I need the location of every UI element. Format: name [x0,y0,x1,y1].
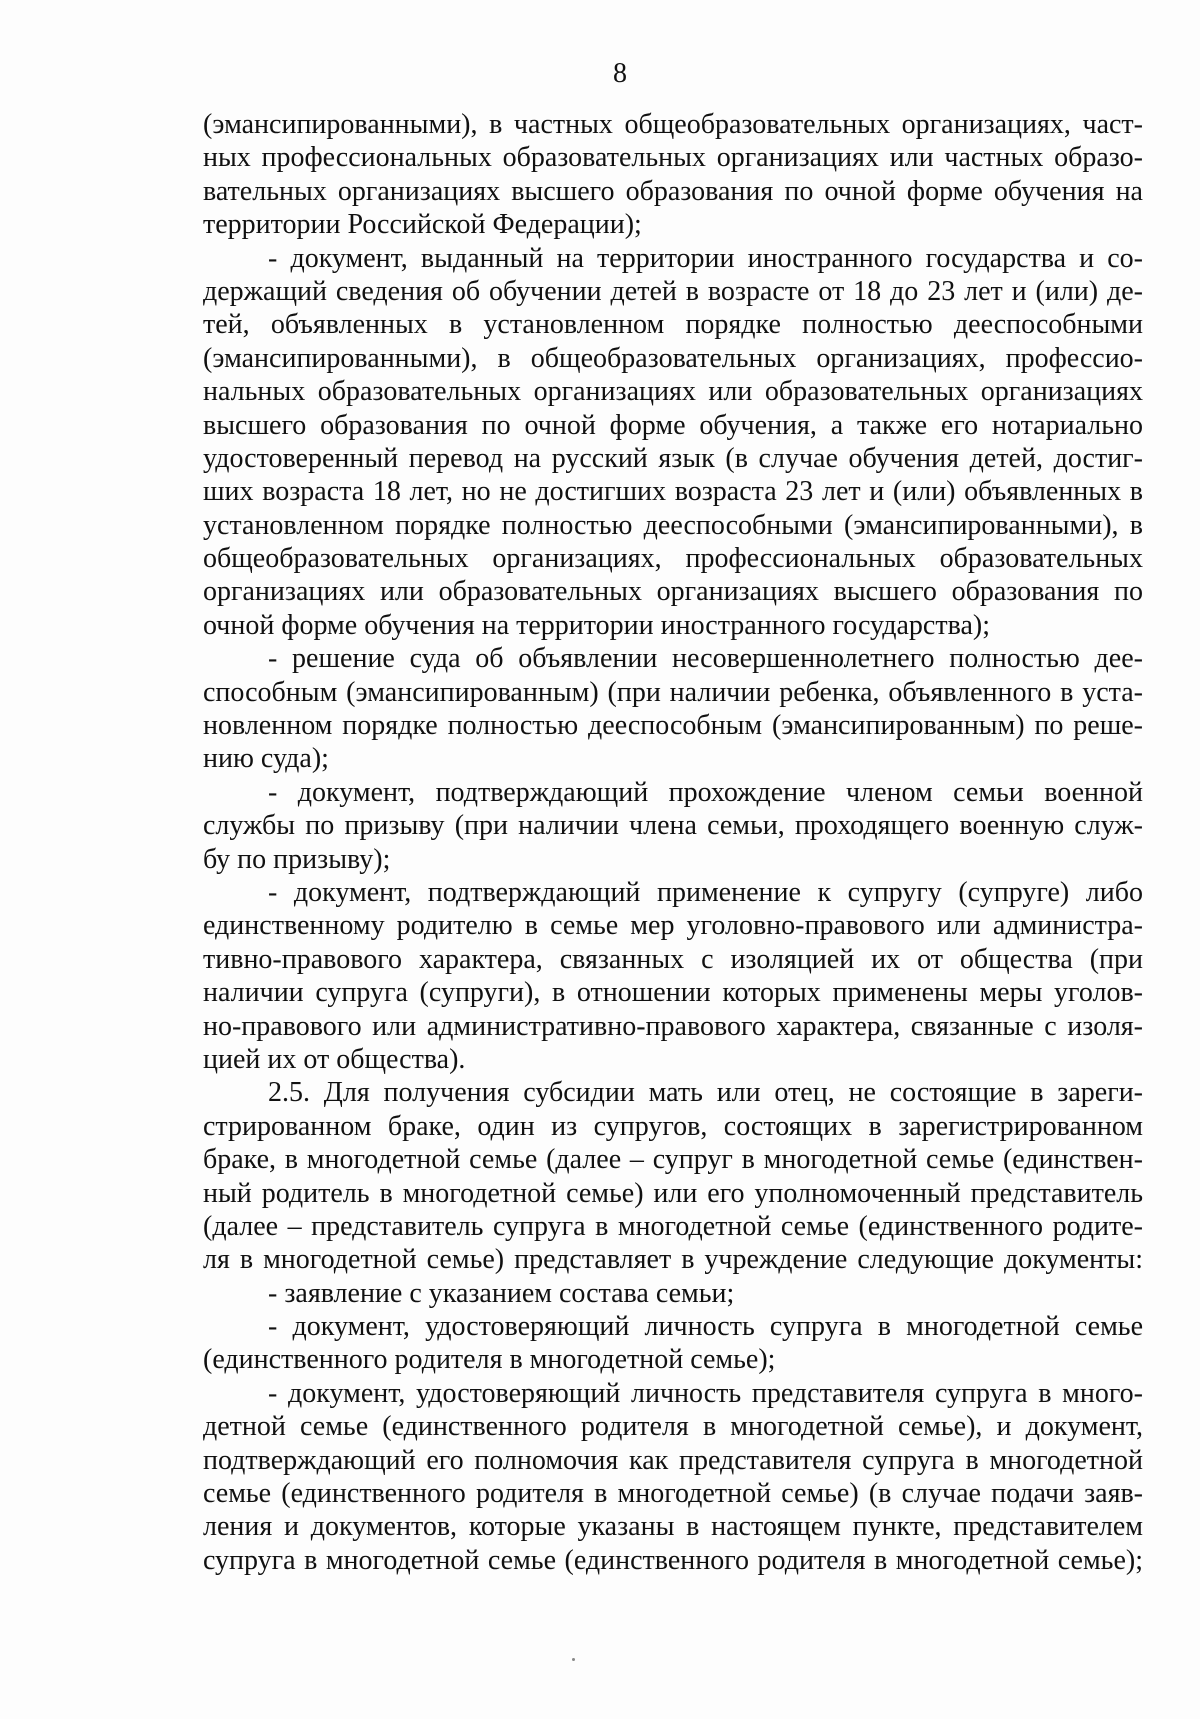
text-line: тей, объявленных в установленном порядке полностью дееспособными [203,309,1143,341]
document-body [203,108,1143,1577]
text-line: (эмансипированными), в частных общеобразовательных организациях, част- [203,109,1143,140]
text-line: стрированном браке, один из супругов, состоящих в зарегистрированном [203,1110,1143,1142]
text-line: вательных организациях высшего образования по очной форме обучения на [203,175,1143,207]
text-line: организациях или образовательных организациях высшего образования по [203,576,1143,608]
text-line: нию суда); [203,743,329,775]
text-line: - решение суда об объявлении несовершеннолетнего полностью дее- [268,643,1143,675]
text-line: тивно-правового характера, связанных с изоляцией их от общества (при [203,943,1143,975]
text-line: очной форме обучения на территории иностранного государства); [203,609,990,641]
text-line: единственному родителю в семье мер уголовно-правового или администра- [203,910,1143,942]
text-line: цией их от общества). [203,1043,466,1075]
text-line: ления и документов, которые указаны в настоящем пункте, представителем [203,1511,1143,1543]
text-line: детной семье (единственного родителя в многодетной семье), и документ, [203,1411,1143,1443]
text-line: общеобразовательных организациях, профессиональных образовательных [203,543,1143,575]
text-line: новленном порядке полностью дееспособным (эмансипированным) по реше- [203,710,1143,742]
text-line: нальных образовательных организациях или образовательных организациях [203,376,1143,408]
text-line: - документ, подтверждающий прохождение членом семьи военной [268,776,1143,808]
text-line: удостоверенный перевод на русский язык (в случае обучения детей, достиг- [203,442,1143,474]
text-line: семье (единственного родителя в многодетной семье) (в случае подачи заяв- [203,1478,1143,1510]
text-line: - документ, выданный на территории иностранного государства и со- [268,242,1143,274]
text-line: - документ, подтверждающий применение к супругу (супруге) либо [268,876,1143,908]
text-line: браке, в многодетной семье (далее – супруг в многодетной семье (единствен- [203,1144,1143,1176]
text-line: территории Российской Федерации); [203,209,642,241]
page-number: 8 [613,58,627,89]
scan-speck [572,1658,575,1661]
text-line: установленном порядке полностью дееспособными (эмансипированными), в [203,509,1143,541]
text-line: супруга в многодетной семье (единственного родителя в многодетной семье); [203,1544,1143,1576]
text-line: ших возраста 18 лет, но не достигших возраста 23 лет и (или) объявленных в [203,476,1143,508]
text-line: способным (эмансипированным) (при наличии ребенка, объявленного в уста- [203,676,1143,708]
text-line: ля в многодетной семье) представляет в учреждение следующие документы: [203,1244,1143,1276]
text-line: держащий сведения об обучении детей в возрасте от 18 до 23 лет и (или) де- [203,275,1143,307]
text-line: - документ, удостоверяющий личность представителя супруга в много- [268,1377,1143,1409]
text-line: ный родитель в многодетной семье) или его уполномоченный представитель [203,1177,1143,1209]
text-line: 2.5. Для получения субсидии мать или отец, не состоящие в зареги- [268,1077,1143,1109]
text-line: (эмансипированными), в общеобразовательных организациях, профессио- [203,342,1143,374]
text-line: (единственного родителя в многодетной семье); [203,1344,776,1376]
text-line: высшего образования по очной форме обучения, а также его нотариально [203,409,1143,441]
text-line: бу по призыву); [203,843,391,875]
text-line: службы по призыву (при наличии члена семьи, проходящего военную служ- [203,810,1143,842]
text-line: - заявление с указанием состава семьи; [268,1277,735,1309]
text-line: подтверждающий его полномочия как представителя супруга в многодетной [203,1444,1143,1476]
text-line: (далее – представитель супруга в многодетной семье (единственного родите- [203,1210,1143,1242]
text-line: ных профессиональных образовательных организациях или частных образо- [203,142,1143,174]
text-line: наличии супруга (супруги), в отношении которых применены меры уголов- [203,977,1143,1009]
text-line: но-правового или административно-правового характера, связанные с изоля- [203,1010,1143,1042]
text-line: - документ, удостоверяющий личность супруга в многодетной семье [268,1311,1143,1343]
